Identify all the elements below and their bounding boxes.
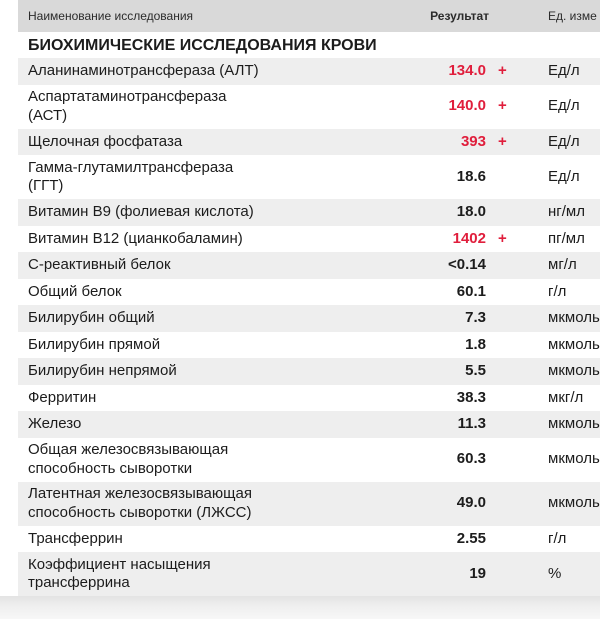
- test-unit: мг/л: [548, 256, 577, 273]
- test-result: 18.6: [456, 167, 486, 185]
- table-row: [18, 155, 600, 199]
- test-unit: нг/мл: [548, 203, 585, 220]
- test-unit: %: [548, 564, 562, 582]
- abnormal-flag: +: [498, 97, 507, 115]
- column-header-name: Наименование исследования: [28, 9, 194, 23]
- table-row: [18, 279, 600, 306]
- table-row: [18, 129, 600, 156]
- test-result: 5.5: [465, 362, 486, 379]
- section-title: БИОХИМИЧЕСКИЕ ИССЛЕДОВАНИЯ КРОВИ: [18, 32, 600, 58]
- test-unit: г/л: [548, 282, 567, 300]
- test-name: Ферритин: [28, 388, 97, 406]
- test-name: Гамма-глутамилтрансфераза (ГГТ): [28, 158, 234, 194]
- table-row: [18, 526, 600, 553]
- test-name: Общий белок: [28, 282, 122, 300]
- table-row: [18, 199, 600, 226]
- test-name: Железо: [28, 415, 82, 432]
- table-row: [18, 552, 600, 596]
- table-row: [18, 482, 600, 526]
- test-name: Билирубин непрямой: [28, 362, 177, 379]
- test-result: 11.3: [457, 415, 486, 432]
- test-unit: Ед/л: [548, 167, 580, 185]
- test-unit: мкмоль: [548, 362, 600, 379]
- test-name: Трансферрин: [28, 529, 123, 547]
- test-name: Коэффициент насыщения трансферрина: [28, 555, 211, 591]
- test-unit: Ед/л: [548, 132, 580, 150]
- test-result: 38.3: [456, 388, 486, 406]
- test-name: Билирубин прямой: [28, 335, 161, 353]
- test-result: 49.0: [456, 494, 486, 512]
- test-name: Витамин В9 (фолиевая кислота): [28, 203, 254, 220]
- test-result: 134.0: [448, 62, 486, 79]
- test-result: 2.55: [456, 529, 486, 547]
- test-name: Витамин В12 (цианкобаламин): [28, 229, 243, 247]
- test-result: 19: [469, 564, 486, 582]
- table-row: [18, 226, 600, 253]
- test-name: Билирубин общий: [28, 309, 155, 326]
- test-unit: мкмоль: [548, 309, 600, 326]
- test-unit: г/л: [548, 529, 567, 547]
- column-header-unit: Ед. изме: [548, 9, 597, 23]
- test-unit: Ед/л: [548, 97, 580, 115]
- test-name: Аланинаминотрансфераза (АЛТ): [28, 62, 259, 79]
- column-header-result: Результат: [430, 9, 489, 23]
- table-row: [18, 438, 600, 482]
- test-result: 7.3: [465, 309, 486, 326]
- abnormal-flag: +: [498, 132, 507, 150]
- test-result: 140.0: [448, 97, 486, 115]
- table-row: [18, 332, 600, 359]
- test-unit: мкмоль: [548, 415, 600, 432]
- test-name: С-реактивный белок: [28, 256, 171, 273]
- results-table: [18, 0, 600, 596]
- test-name: Общая железосвязывающая способность сыворотки: [28, 441, 229, 477]
- test-name: Аспартатаминотрансфераза (АСТ): [28, 88, 227, 124]
- test-unit: Ед/л: [548, 62, 580, 79]
- table-header: [18, 0, 600, 32]
- test-name: Латентная железосвязывающая способность сыворотки (ЛЖСС): [28, 485, 252, 521]
- table-row: [18, 358, 600, 385]
- abnormal-flag: +: [498, 229, 507, 247]
- test-unit: мкмоль: [548, 450, 600, 468]
- test-name: Щелочная фосфатаза: [28, 132, 183, 150]
- test-unit: мкг/л: [548, 388, 584, 406]
- test-result: 60.3: [456, 450, 486, 468]
- table-row: [18, 58, 600, 85]
- table-row: [18, 252, 600, 279]
- test-result: 1402: [452, 229, 486, 247]
- test-unit: мкмоль: [548, 494, 600, 512]
- test-result: <0.14: [448, 256, 486, 273]
- table-row: [18, 385, 600, 412]
- table-shadow: [0, 596, 600, 619]
- test-result: 60.1: [456, 282, 486, 300]
- table-row: [18, 411, 600, 438]
- table-row: [18, 305, 600, 332]
- abnormal-flag: +: [498, 62, 507, 79]
- test-result: 393: [460, 132, 486, 150]
- test-unit: пг/мл: [548, 229, 585, 247]
- test-unit: мкмоль: [548, 335, 600, 353]
- test-result: 18.0: [456, 203, 486, 220]
- table-row: [18, 85, 600, 129]
- test-result: 1.8: [465, 335, 486, 353]
